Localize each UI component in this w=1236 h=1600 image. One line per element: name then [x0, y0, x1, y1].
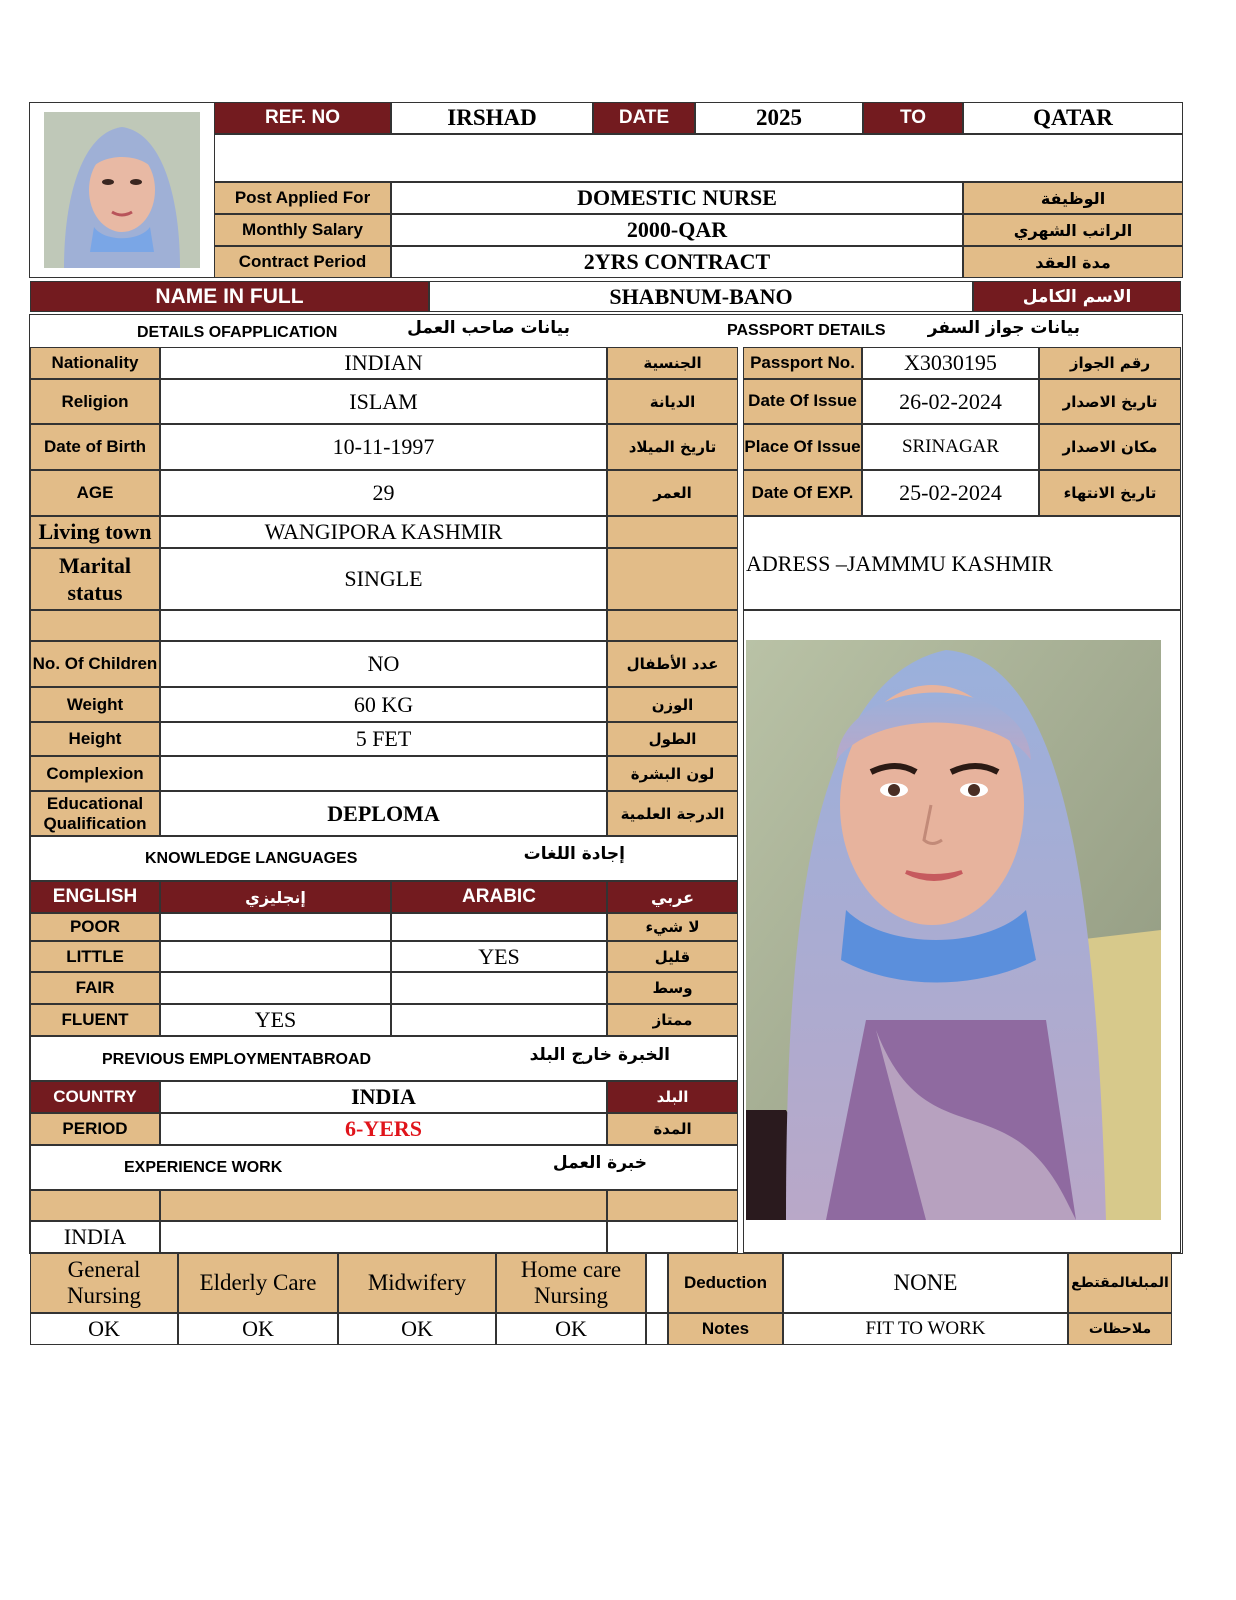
contract-value: 2YRS CONTRACT [391, 246, 963, 278]
lang-english-poor [160, 913, 391, 941]
lang-english-fluent: YES [160, 1004, 391, 1036]
to-value: QATAR [963, 102, 1183, 134]
english-header-ar: إنجليزي [160, 881, 391, 913]
lang-english-little [160, 941, 391, 972]
languages-title-ar: إجادة اللغات [523, 844, 625, 864]
arabic-header: ARABIC [391, 881, 607, 913]
blank-label [30, 610, 160, 641]
height-value: 5 FET [160, 722, 607, 756]
lang-level-little: LITTLE [30, 941, 160, 972]
religion-label: Religion [30, 379, 160, 424]
deduction-ar: المبلغالمقتطع [1068, 1253, 1172, 1313]
lang-level-poor: POOR [30, 913, 160, 941]
skill-label-midwifery: Midwifery [338, 1253, 496, 1313]
lang-arabic-fluent [391, 1004, 607, 1036]
children-value: NO [160, 641, 607, 687]
weight-value: 60 KG [160, 687, 607, 722]
employment-title-ar: الخبرة خارج البلد [529, 1045, 670, 1065]
employment-title: PREVIOUS EMPLOYMENTABROAD [102, 1051, 372, 1068]
issue-place-ar: مكان الاصدار [1039, 424, 1181, 470]
passport-title-ar: بيانات جواز السفر [927, 318, 1080, 338]
blank-value [160, 610, 607, 641]
issue-date-ar: تاريخ الاصدار [1039, 379, 1181, 424]
skill-label-homecare: Home care Nursing [496, 1253, 646, 1313]
skill-label-elderly: Elderly Care [178, 1253, 338, 1313]
post-value: DOMESTIC NURSE [391, 182, 963, 214]
children-ar: عدد الأطفال [607, 641, 738, 687]
issue-date-value: 26-02-2024 [862, 379, 1039, 424]
date-value: 2025 [695, 102, 863, 134]
experience-country: INDIA [30, 1221, 160, 1253]
deduction-label: Deduction [668, 1253, 783, 1313]
living-label: Living town [30, 516, 160, 548]
skill-value-midwifery: OK [338, 1313, 496, 1345]
expiry-ar: تاريخ الانتهاء [1039, 470, 1181, 516]
living-value: WANGIPORA KASHMIR [160, 516, 607, 548]
experience-title: EXPERIENCE WORK [124, 1159, 283, 1176]
passport-no-ar: رقم الجواز [1039, 347, 1181, 379]
lang-ar-fluent: ممتاز [607, 1004, 738, 1036]
lang-ar-poor: لا شيء [607, 913, 738, 941]
blank-row [214, 134, 1183, 182]
salary-value: 2000-QAR [391, 214, 963, 246]
application-title [40, 322, 460, 344]
education-ar: الدرجة العلمية [607, 791, 738, 836]
education-label: Educational Qualification [30, 791, 160, 836]
experience-blank-3 [607, 1190, 738, 1221]
lang-ar-fair: وسط [607, 972, 738, 1004]
country-ar: البلد [607, 1081, 738, 1113]
lang-arabic-little: YES [391, 941, 607, 972]
blank-ar [607, 610, 738, 641]
passport-no-value: X3030195 [862, 347, 1039, 379]
weight-ar: الوزن [607, 687, 738, 722]
period-value: 6-YERS [160, 1113, 607, 1145]
name-label: NAME IN FULL [30, 281, 429, 312]
notes-ar: ملاحظات [1068, 1313, 1172, 1345]
lang-arabic-poor [391, 913, 607, 941]
expiry-label: Date Of EXP. [743, 470, 862, 516]
expiry-value: 25-02-2024 [862, 470, 1039, 516]
applicant-photo-large [746, 640, 1161, 1220]
post-ar: الوظيفة [963, 182, 1183, 214]
salary-ar: الراتب الشهري [963, 214, 1183, 246]
marital-label: Marital status [30, 548, 160, 610]
contract-ar: مدة العقد [963, 246, 1183, 278]
experience-blank-4 [160, 1221, 607, 1253]
nationality-value: INDIAN [160, 347, 607, 379]
children-label: No. Of Children [30, 641, 160, 687]
issue-place-value: SRINAGAR [862, 424, 1039, 470]
languages-title-row [30, 836, 738, 881]
age-label: AGE [30, 470, 160, 516]
dob-label: Date of Birth [30, 424, 160, 470]
post-label: Post Applied For [214, 182, 391, 214]
period-ar: المدة [607, 1113, 738, 1145]
age-value: 29 [160, 470, 607, 516]
issue-place-label: Place Of Issue [743, 424, 862, 470]
passport-title: PASSPORT DETAILS [727, 322, 886, 339]
name-value: SHABNUM-BANO [429, 281, 973, 312]
to-label: TO [863, 102, 963, 134]
name-ar: الاسم الكامل [973, 281, 1181, 312]
application-title-ar: بيانات صاحب العمل [407, 318, 570, 338]
nationality-ar: الجنسية [607, 347, 738, 379]
dob-value: 10-11-1997 [160, 424, 607, 470]
skill-value-homecare: OK [496, 1313, 646, 1345]
period-label: PERIOD [30, 1113, 160, 1145]
experience-blank-2 [160, 1190, 607, 1221]
country-label: COUNTRY [30, 1081, 160, 1113]
dob-ar: تاريخ الميلاد [607, 424, 738, 470]
ref-value: IRSHAD [391, 102, 593, 134]
height-label: Height [30, 722, 160, 756]
lang-arabic-fair [391, 972, 607, 1004]
application-title-en: DETAILS OFAPPLICATION [137, 324, 338, 341]
religion-ar: الديانة [607, 379, 738, 424]
languages-title: KNOWLEDGE LANGUAGES [145, 850, 358, 867]
ref-label: REF. NO [214, 102, 391, 134]
date-label: DATE [593, 102, 695, 134]
lang-level-fair: FAIR [30, 972, 160, 1004]
experience-blank-5 [607, 1221, 738, 1253]
salary-label: Monthly Salary [214, 214, 391, 246]
skill-label-general: General Nursing [30, 1253, 178, 1313]
skill-value-general: OK [30, 1313, 178, 1345]
country-value: INDIA [160, 1081, 607, 1113]
experience-blank-1 [30, 1190, 160, 1221]
lang-level-fluent: FLUENT [30, 1004, 160, 1036]
skill-spacer-top [646, 1253, 668, 1313]
skill-value-elderly: OK [178, 1313, 338, 1345]
marital-ar [607, 548, 738, 610]
lang-ar-little: قليل [607, 941, 738, 972]
experience-title-ar: خبرة العمل [552, 1153, 647, 1173]
passport-no-label: Passport No. [743, 347, 862, 379]
issue-date-label: Date Of Issue [743, 379, 862, 424]
height-ar: الطول [607, 722, 738, 756]
complexion-label: Complexion [30, 756, 160, 791]
lang-english-fair [160, 972, 391, 1004]
skill-spacer-bottom [646, 1313, 668, 1345]
notes-label: Notes [668, 1313, 783, 1345]
complexion-ar: لون البشرة [607, 756, 738, 791]
english-header: ENGLISH [30, 881, 160, 913]
complexion-value [160, 756, 607, 791]
applicant-photo-small [44, 112, 200, 268]
arabic-header-ar: عربي [607, 881, 738, 913]
notes-value: FIT TO WORK [783, 1313, 1068, 1345]
deduction-value: NONE [783, 1253, 1068, 1313]
weight-label: Weight [30, 687, 160, 722]
education-value: DEPLOMA [160, 791, 607, 836]
marital-value: SINGLE [160, 548, 607, 610]
living-ar [607, 516, 738, 548]
contract-label: Contract Period [214, 246, 391, 278]
address: ADRESS –JAMMMU KASHMIR [743, 516, 1181, 610]
nationality-label: Nationality [30, 347, 160, 379]
age-ar: العمر [607, 470, 738, 516]
religion-value: ISLAM [160, 379, 607, 424]
